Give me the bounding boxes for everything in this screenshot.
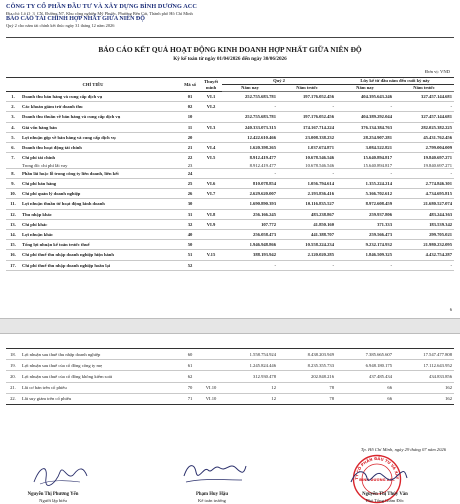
row-code: 10: [187, 114, 193, 120]
signature-chief-accountant: [180, 454, 250, 490]
row-number: 2.: [11, 104, 15, 110]
row-code: 20: [187, 134, 193, 140]
column-header-code: Mã số: [180, 78, 200, 92]
report-name: BÁO CÁO TÀI CHÍNH HỢP NHẤT GIỮA NIÊN ĐỘ: [6, 16, 145, 23]
row-code: 11: [187, 124, 193, 130]
row-label: Giá vốn hàng bán: [22, 124, 57, 130]
company-address: Địa chỉ: Lô O_3_CN, Đường N7, Khu công nghiệp Mỹ Phước, Phường Bến Cát, Thành phố Hồ Chí Minh: [6, 10, 193, 16]
row-number: 4.: [11, 124, 15, 130]
preparer-name: Nguyễn Thị Phương Yến: [27, 492, 79, 497]
column-header-ytd-last-year: Năm trước: [394, 85, 454, 92]
row-quarter-this-year: 8.912.419.477: [249, 155, 277, 161]
header-divider: [6, 37, 454, 38]
row-note: [200, 229, 222, 239]
row-ytd-this-year: 5.366.702.612: [365, 191, 393, 197]
row-ytd-this-year: 376.134.384.763: [361, 124, 393, 130]
row-number: 13.: [10, 221, 16, 227]
row-quarter-last-year: 78: [329, 396, 334, 402]
row-quarter-this-year: -: [274, 262, 277, 268]
row-label: Doanh thu hoạt động tài chính: [22, 145, 82, 151]
row-label: Lợi nhuận khác: [22, 232, 54, 238]
column-header-note: Thuyết minh: [200, 78, 222, 92]
row-quarter-this-year: 2.629.620.007: [249, 191, 277, 197]
row-quarter-this-year: 388.193.942: [253, 252, 277, 258]
row-ytd-this-year: 3.084.522.821: [365, 145, 393, 151]
row-quarter-last-year: 1.037.674.871: [307, 145, 335, 151]
row-label: Các khoản giảm trừ doanh thu: [22, 104, 83, 110]
row-quarter-last-year: 202.848.216: [311, 373, 334, 379]
row-number: 1.: [11, 94, 15, 100]
row-label: Doanh thu bán hàng và cung cấp dịch vụ: [22, 94, 103, 100]
row-ytd-this-year: 66: [387, 385, 392, 391]
row-ytd-this-year: 404.389.292.044: [361, 114, 393, 120]
row-ytd-last-year: 327.457.144.681: [421, 114, 453, 120]
row-ytd-this-year: -: [390, 104, 393, 110]
row-quarter-this-year: 12: [271, 396, 276, 402]
row-code: 30: [187, 201, 193, 207]
row-number: 5.: [11, 134, 15, 140]
table-row: [6, 240, 454, 250]
row-note: VI.8: [206, 211, 216, 217]
row-ytd-this-year: 28.254.907.281: [363, 134, 393, 140]
preparer-role: Người lập biểu: [39, 498, 67, 503]
row-note: VI.5: [206, 155, 216, 161]
row-code: 24: [187, 170, 193, 176]
row-code: 61: [187, 362, 193, 368]
table-row: [6, 360, 454, 371]
row-number: 19.: [10, 362, 16, 368]
row-number: 15.: [10, 242, 16, 248]
row-code: 02: [187, 104, 193, 110]
table-row: [6, 153, 454, 163]
signing-date: Tp. Hồ Chí Minh, ngày 29 tháng 07 năm 2026: [360, 447, 446, 452]
row-code: 31: [187, 211, 193, 217]
row-note: [200, 260, 222, 270]
row-note: [200, 132, 222, 142]
table-row: [6, 349, 454, 360]
table-row: [6, 132, 454, 142]
row-quarter-last-year: 2.193.836.416: [307, 191, 335, 197]
company-header: [6, 3, 326, 28]
table-row: [6, 102, 454, 112]
row-quarter-last-year: -: [332, 170, 335, 176]
row-label: Chi phí thuế thu nhập doanh nghiệp hoãn lại: [22, 262, 111, 268]
row-ytd-this-year: 7.385.665.607: [365, 351, 392, 357]
row-code: 26: [187, 191, 193, 197]
row-note: [200, 112, 222, 122]
row-quarter-this-year: 252.755.683.781: [245, 114, 277, 120]
row-ytd-this-year: 8.972.608.459: [365, 201, 393, 207]
table-row: [6, 92, 454, 102]
row-ytd-this-year: 371.333: [377, 221, 393, 227]
row-quarter-this-year: 312.930.478: [253, 373, 276, 379]
row-number: 14.: [10, 232, 16, 238]
table-row: [6, 260, 454, 270]
row-ytd-last-year: 2.799.004.009: [425, 145, 453, 151]
row-label: Lợi nhuận sau thuế của cổ đông không kiểm soát: [22, 373, 113, 379]
income-statement-table: [6, 77, 454, 271]
row-code: 25: [187, 181, 193, 187]
table-row: [6, 393, 454, 404]
row-label: Chi phí bán hàng: [22, 181, 57, 187]
row-quarter-last-year: -: [332, 262, 335, 268]
row-ytd-this-year: 404.395.643.246: [361, 94, 393, 100]
row-ytd-this-year: 6.948.180.175: [365, 362, 392, 368]
page-subtitle: Kỳ kế toán từ ngày 01/04/2026 đến ngày 30/06/2026: [173, 56, 287, 62]
row-quarter-this-year: 252.755.683.781: [245, 94, 277, 100]
table-row: [6, 189, 454, 199]
column-header-quarter-this-year: Năm nay: [222, 85, 278, 92]
table-row: [6, 250, 454, 260]
row-ytd-last-year: 183.539.342: [429, 221, 453, 227]
row-quarter-last-year: 41.850.160: [313, 221, 335, 227]
row-ytd-this-year: -: [390, 170, 393, 176]
row-quarter-last-year: 1.056.794.614: [307, 181, 335, 187]
row-code: 40: [187, 232, 193, 238]
row-quarter-last-year: 8.438.203.949: [307, 351, 334, 357]
row-note: [200, 168, 222, 178]
row-number: 17.: [10, 262, 16, 268]
row-quarter-last-year: 8.235.355.733: [307, 362, 334, 368]
row-label: Lãi suy giảm trên cổ phiếu: [22, 396, 72, 402]
row-quarter-last-year: 197.176.052.456: [303, 114, 335, 120]
report-period: Quý 2 cho năm tài chính kết thúc ngày 31 tháng 12 năm 2026: [6, 22, 115, 28]
row-label: Chi phí quản lý doanh nghiệp: [22, 191, 81, 197]
chief-accountant-role: Kế toán trưởng: [198, 498, 226, 503]
row-code: 32: [187, 221, 193, 227]
row-quarter-last-year: 10.678.546.546: [305, 155, 335, 161]
row-ytd-last-year: 17.547.477.808: [423, 351, 452, 357]
row-ytd-last-year: 19.840.697.271: [423, 162, 453, 168]
row-ytd-last-year: 2.774.846.301: [425, 181, 453, 187]
column-header-item: CHỈ TIÊU: [6, 78, 180, 92]
table-row: [6, 168, 454, 178]
row-quarter-this-year: 810.078.854: [253, 181, 277, 187]
deputy-director-name: Nguyễn Thị Thúy Vân: [362, 492, 408, 497]
row-ytd-this-year: 259.566.473: [369, 232, 393, 238]
row-ytd-last-year: 282.025.382.225: [421, 124, 453, 130]
row-note: VI.9: [206, 221, 216, 227]
row-quarter-last-year: 23.008.338.232: [305, 134, 335, 140]
row-label: Chi phí khác: [22, 221, 48, 227]
row-ytd-last-year: 162: [445, 385, 452, 391]
row-ytd-this-year: 437.485.434: [369, 373, 392, 379]
row-code: 71: [187, 396, 193, 402]
row-label: Chi phí thuế thu nhập doanh nghiệp hiện hành: [22, 252, 114, 258]
row-ytd-this-year: -: [390, 262, 393, 268]
row-note: [200, 371, 222, 382]
table-row: [6, 382, 454, 393]
row-ytd-last-year: 162: [445, 396, 452, 402]
row-ytd-last-year: 21.980.232.095: [423, 242, 453, 248]
report-page-2: [0, 334, 460, 503]
row-quarter-last-year: 10.116.835.527: [305, 201, 335, 207]
row-quarter-this-year: 8.912.419.477: [249, 162, 277, 168]
row-ytd-last-year: 434.833.856: [429, 373, 452, 379]
row-ytd-last-year: -: [450, 104, 453, 110]
row-ytd-last-year: 21.680.527.074: [423, 201, 453, 207]
page-number: 6: [449, 307, 452, 312]
column-header-ytd-this-year: Năm nay: [336, 85, 394, 92]
row-ytd-this-year: 15.640.894.817: [363, 162, 393, 168]
income-statement-table-continued: [6, 348, 454, 405]
row-code: 01: [187, 94, 193, 100]
row-ytd-last-year: 19.840.697.271: [423, 155, 453, 161]
page-separator: [0, 318, 460, 334]
row-code: 70: [187, 385, 193, 391]
row-note: [200, 199, 222, 209]
table-row: [6, 112, 454, 122]
row-number: 9.: [11, 181, 15, 187]
row-code: 23: [187, 162, 193, 168]
row-note: [200, 349, 222, 360]
row-quarter-last-year: 174.167.714.224: [303, 124, 335, 130]
stamp-center-text: BÌNH DƯƠNG ACC: [359, 478, 395, 482]
row-label: Chi phí tài chính: [22, 155, 56, 161]
table-row: [6, 371, 454, 382]
row-ytd-last-year: 17.112.643.952: [423, 362, 452, 368]
row-note: VI.10: [205, 396, 217, 402]
row-ytd-this-year: 15.640.894.817: [363, 155, 393, 161]
row-quarter-last-year: 10.678.546.546: [305, 162, 335, 168]
row-note: VI.6: [206, 181, 216, 187]
row-quarter-this-year: 256.058.473: [253, 232, 277, 238]
row-note: [200, 240, 222, 250]
row-note: [200, 360, 222, 371]
row-ytd-this-year: 66: [387, 396, 392, 402]
row-quarter-this-year: -: [274, 104, 277, 110]
row-note: VI.1: [206, 94, 216, 100]
row-ytd-last-year: -: [450, 170, 453, 176]
row-number: 12.: [10, 211, 16, 217]
row-label: Thu nhập khác: [22, 211, 52, 217]
table-row: [6, 199, 454, 209]
deputy-director-role: Phó Tổng Giám Đốc: [365, 498, 405, 503]
signature-preparer: [30, 458, 90, 490]
table-row: [6, 219, 454, 229]
page-title: BÁO CÁO KẾT QUẢ HOẠT ĐỘNG KINH DOANH HỢP NHẤT GIỮA NIÊN ĐỘ: [98, 45, 362, 54]
company-name: CÔNG TY CỔ PHẦN ĐẦU TƯ VÀ XÂY DỰNG BÌNH DƯƠNG ACC: [6, 3, 197, 10]
row-note: VI.10: [205, 385, 217, 391]
row-number: 21.: [10, 385, 16, 391]
row-quarter-this-year: 1.620.398.265: [249, 145, 277, 151]
row-quarter-this-year: 1.245.824.446: [249, 362, 276, 368]
row-quarter-this-year: 12.422.610.466: [247, 134, 277, 140]
row-quarter-last-year: 483.238.867: [311, 211, 335, 217]
row-quarter-last-year: 78: [329, 385, 334, 391]
stamp-arc-text: TY CỔ PHẦN ĐẦU TƯ VÀ XÂY: [353, 455, 401, 480]
table-row: [6, 179, 454, 189]
row-note: VI.2: [206, 104, 216, 110]
column-header-ytd: Lũy kế từ đầu năm đến cuối kỳ này: [336, 78, 454, 85]
row-code: 60: [187, 351, 193, 357]
row-label: Lợi nhuận thuần từ hoạt động kinh doanh: [22, 201, 105, 207]
row-quarter-last-year: 2.120.020.285: [307, 252, 335, 258]
row-quarter-this-year: 107.772: [261, 221, 277, 227]
chief-accountant-name: Phạm Huy Hậu: [196, 492, 228, 497]
row-ytd-this-year: 1.355.224.214: [365, 181, 393, 187]
row-note: VI.4: [206, 145, 216, 151]
row-quarter-last-year: 10.558.224.234: [305, 242, 335, 248]
row-ytd-this-year: 9.232.174.932: [365, 242, 393, 248]
row-ytd-this-year: 259.937.806: [369, 211, 393, 217]
row-number: 6.: [11, 145, 15, 151]
row-number: 10.: [10, 191, 16, 197]
row-note: VI.7: [206, 191, 216, 197]
row-note: V.15: [206, 252, 216, 258]
row-number: 18.: [10, 351, 16, 357]
row-number: 8.: [11, 170, 15, 176]
row-quarter-this-year: 1.946.948.866: [249, 242, 277, 248]
row-ytd-last-year: 327.457.144.681: [421, 94, 453, 100]
row-quarter-this-year: 1.558.754.924: [249, 351, 276, 357]
row-label: Lợi nhuận gộp về bán hàng và cung cấp dịch vụ: [22, 134, 116, 140]
table-row: [6, 142, 454, 152]
row-code: 51: [187, 252, 193, 258]
row-ytd-last-year: 45.431.762.456: [423, 134, 453, 140]
row-quarter-this-year: -: [274, 170, 277, 176]
row-quarter-last-year: 441.388.707: [311, 232, 335, 238]
column-header-quarter-last-year: Năm trước: [278, 85, 336, 92]
row-code: 22: [187, 155, 193, 161]
row-ytd-last-year: 4.432.754.287: [425, 252, 453, 258]
row-label: Lợi nhuận sau thuế của cổ đông công ty mẹ: [22, 362, 103, 368]
column-header-quarter: Quý 2: [222, 78, 336, 85]
row-number: 3.: [11, 114, 15, 120]
row-code: 52: [187, 262, 193, 268]
row-label: Trong đó: chi phí lãi vay: [22, 162, 68, 168]
row-quarter-this-year: 256.166.245: [253, 211, 277, 217]
row-number: 16.: [10, 252, 16, 258]
row-quarter-this-year: 1.690.890.393: [249, 201, 277, 207]
row-code: 21: [187, 145, 193, 151]
row-number: 20.: [10, 373, 16, 379]
table-row: [6, 229, 454, 239]
row-note: VI.3: [206, 124, 216, 130]
currency-unit: Đơn vị: VND: [424, 69, 450, 74]
row-label: Tổng lợi nhuận kế toán trước thuế: [22, 242, 90, 248]
row-label: Phần lãi hoặc lỗ trong công ty liên doanh, liên kết: [22, 170, 119, 176]
row-ytd-last-year: 4.734.695.815: [425, 191, 453, 197]
row-number: 22.: [10, 396, 16, 402]
row-number: 7.: [11, 155, 15, 161]
row-quarter-last-year: 197.176.052.456: [303, 94, 335, 100]
signature-deputy-director: [345, 462, 411, 492]
row-ytd-last-year: 483.244.363: [429, 211, 453, 217]
row-code: 50: [187, 242, 193, 248]
row-quarter-this-year: 12: [271, 385, 276, 391]
row-code: 62: [187, 373, 193, 379]
row-ytd-last-year: 299.705.021: [429, 232, 453, 238]
row-label: Lãi cơ bản trên cổ phiếu: [22, 385, 67, 391]
row-quarter-last-year: -: [332, 104, 335, 110]
table-row: [6, 122, 454, 132]
row-ytd-last-year: -: [450, 262, 453, 268]
row-number: 11.: [10, 201, 16, 207]
row-label: Doanh thu thuần về bán hàng và cung cấp dịch vụ: [22, 114, 121, 120]
row-quarter-this-year: 240.333.073.315: [245, 124, 277, 130]
row-ytd-this-year: 1.846.509.325: [365, 252, 393, 258]
table-row: [6, 209, 454, 219]
row-label: Lợi nhuận sau thuế thu nhập doanh nghiệp: [22, 351, 101, 357]
